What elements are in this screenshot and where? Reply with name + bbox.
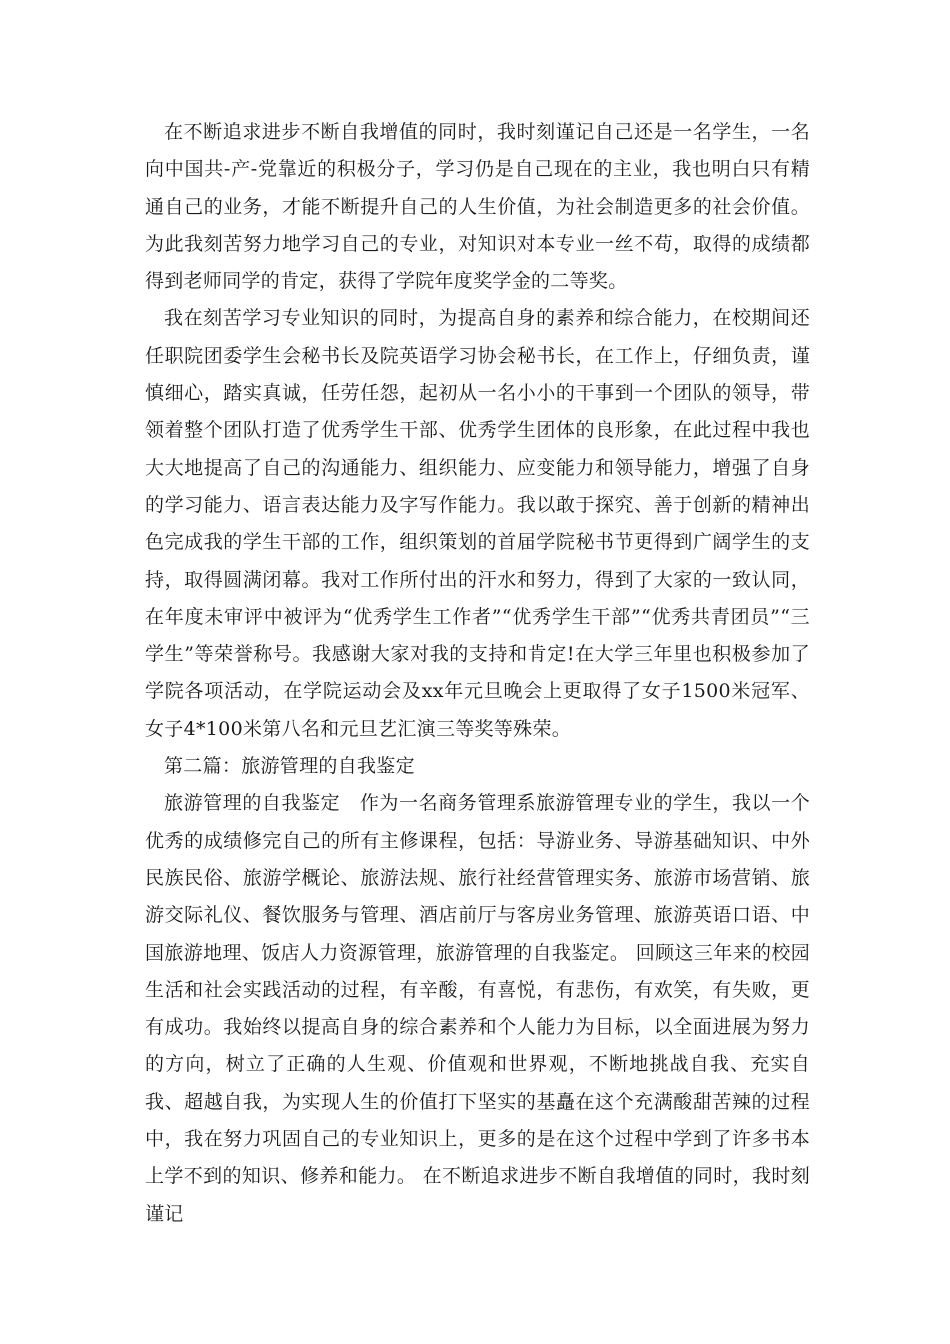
paragraph-tourism-self-assessment: 旅游管理的自我鉴定 作为一名商务管理系旅游管理专业的学生，我以一个优秀的成绩修完自己的所有主修课程，包括：导游业务、导游基础知识、中外民族民俗、旅游学概论、旅游法规、旅行社经营管理实务、旅游市场营销、旅游交际礼仪、餐饮服务与管理、酒店前厅与客房业务管理、旅游英语口语、中国旅游地理、饭店人力资源管理，旅游管理的自我鉴定。 回顾这三年来的校园生活和社会实践活动的过程，有辛酸，有喜悦，有悲伤，有欢笑，有失败，更有成功。我始终以提高自身的综合素养和个人能力为目标，以全面进展为努力的方向，树立了正确的人生观、价值观和世界观，不断地挑战自我、充实自我、超越自我，为实现人生的价值打下坚实的基矗在这个充满酸甜苦辣的过程中，我在努力巩固自己的专业知识上，更多的是在这个过程中学到了许多书本上学不到的知识、修养和能力。 在不断追求进步不断自我增值的同时，我时刻谨记 <box>145 792 810 1225</box>
document-body <box>145 114 810 1233</box>
paragraph-study: 在不断追求进步不断自我增值的同时，我时刻谨记自己还是一名学生，一名向中国共-产-党靠近的积极分子，学习仍是自己现在的主业，我也明白只有精通自己的业务，才能不断提升自己的人生价值，为社会制造更多的社会价值。为此我刻苦努力地学习自己的专业，对知识对本专业一丝不苟，取得的成绩都得到老师同学的肯定，获得了学院年度奖学金的二等奖。 <box>145 121 810 293</box>
section-heading: 第二篇：旅游管理的自我鉴定 <box>164 755 415 778</box>
paragraph-student-work: 我在刻苦学习专业知识的同时，为提高自身的素养和综合能力，在校期间还任职院团委学生会秘书长及院英语学习协会秘书长，在工作上，仔细负责，谨慎细心，踏实真诚，任劳任怨，起初从一名小小的干事到一个团队的领导，带领着整个团队打造了优秀学生干部、优秀学生团体的良形象，在此过程中我也大大地提高了自己的沟通能力、组织能力、应变能力和领导能力，增强了自身的学习能力、语言表达能力及字写作能力。我以敢于探究、善于创新的精神出色完成我的学生干部的工作，组织策划的首届学院秘书节更得到广阔学生的支持，取得圆满闭幕。我对工作所付出的汗水和努力，得到了大家的一致认同，在年度未审评中被评为“优秀学生工作者”“优秀学生干部”“优秀共青团员”“三学生”等荣誉称号。我感谢大家对我的支持和肯定!在大学三年里也积极参加了学院各项活动，在学院运动会及xx年元旦晚会上更取得了女子1500米冠军、女子4*100米第八名和元旦艺汇演三等奖等殊荣。 <box>145 307 810 740</box>
